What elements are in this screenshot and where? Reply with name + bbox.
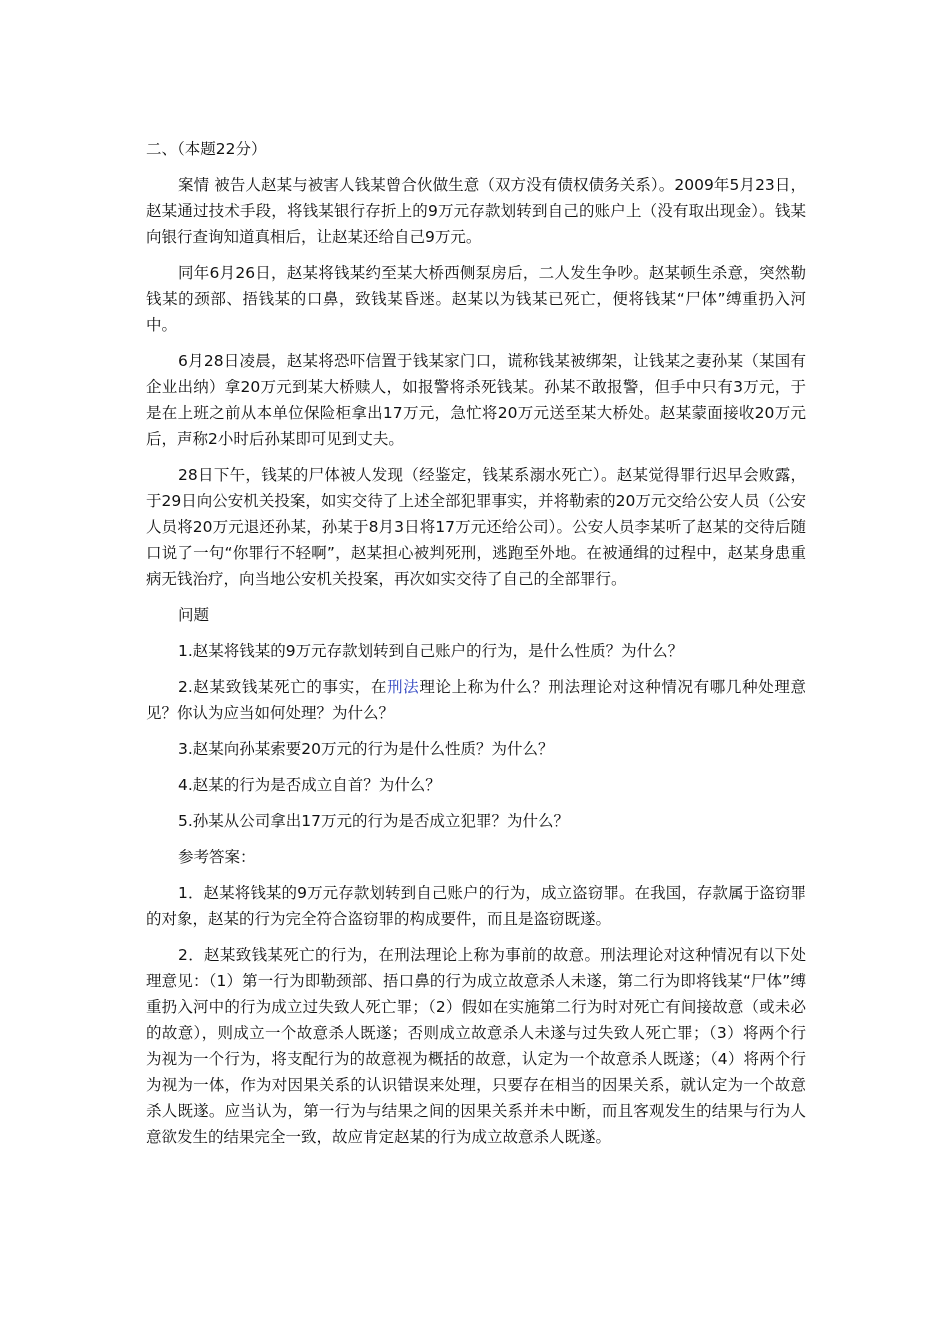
- case-paragraph-4: 28日下午，钱某的尸体被人发现（经鉴定，钱某系溺水死亡）。赵某觉得罪行迟早会败露，于29日向公安机关投案，如实交待了上述全部犯罪事实，并将勒索的20万元交给公安人员（公安人员将20万元退还孙某，孙某于8月3日将17万元还给公司）。公安人员李某听了赵某的交待后随口说了一句“你罪行不轻啊”，赵某担心被判死刑，逃跑至外地。在被通缉的过程中，赵某身患重病无钱治疗，向当地公安机关投案，再次如实交待了自己的全部罪行。: [146, 466, 806, 588]
- answer-2: 2．赵某致钱某死亡的行为，在刑法理论上称为事前的故意。刑法理论对这种情况有以下处理意见：（1）第一行为即勒颈部、捂口鼻的行为成立故意杀人未遂，第二行为即将钱某“尸体”缚重扔入河中的行为成立过失致人死亡罪；（2）假如在实施第二行为时对死亡有间接故意（或未必的故意），则成立一个故意杀人既遂；否则成立故意杀人未遂与过失致人死亡罪；（3）将两个行为视为一个行为，将支配行为的故意视为概括的故意，认定为一个故意杀人既遂；（4）将两个行为视为一体，作为对因果关系的认识错误来处理，只要存在相当的因果关系，就认定为一个故意杀人既遂。应当认为，第一行为与结果之间的因果关系并未中断，而且客观发生的结果与行为人意欲发生的结果完全一致，故应肯定赵某的行为成立故意杀人既遂。: [146, 946, 806, 1146]
- case-paragraph-1: 案情 被告人赵某与被害人钱某曾合伙做生意（双方没有债权债务关系）。2009年5月23日，赵某通过技术手段，将钱某银行存折上的9万元存款划转到自己的账户上（没有取出现金）。钱某向银行查询知道真相后，让赵某还给自己9万元。: [146, 176, 806, 246]
- case-paragraph-3: 6月28日凌晨，赵某将恐吓信置于钱某家门口，谎称钱某被绑架，让钱某之妻孙某（某国有企业出纳）拿20万元到某大桥赎人，如报警将杀死钱某。孙某不敢报警，但手中只有3万元，于是在上班之前从本单位保险柜拿出17万元，急忙将20万元送至某大桥处。赵某蒙面接收20万元后，声称2小时后孙某即可见到丈夫。: [146, 352, 806, 448]
- question-2: [146, 674, 806, 726]
- document-body: [146, 136, 806, 1160]
- question-5: 5.孙某从公司拿出17万元的行为是否成立犯罪？为什么？: [178, 812, 570, 830]
- question-2-text-end: 理论上称为什么？刑法理论对这种情况有哪几种处理意见？你认为应当如何处理？为什么？: [146, 678, 806, 722]
- criminal-law-link[interactable]: 刑法: [387, 678, 420, 696]
- question-1: 1.赵某将钱某的9万元存款划转到自己账户的行为，是什么性质？为什么？: [178, 642, 684, 660]
- case-paragraph-2: 同年6月26日，赵某将钱某约至某大桥西侧泵房后，二人发生争吵。赵某顿生杀意，突然勒钱某的颈部、捂钱某的口鼻，致钱某昏迷。赵某以为钱某已死亡，便将钱某“尸体”缚重扔入河中。: [146, 264, 806, 334]
- answers-title: 参考答案：: [178, 848, 256, 866]
- question-2-text-start: 2.赵某致钱某死亡的事实，在: [178, 678, 388, 696]
- answer-1: 1．赵某将钱某的9万元存款划转到自己账户的行为，成立盗窃罪。在我国，存款属于盗窃罪的对象，赵某的行为完全符合盗窃罪的构成要件，而且是盗窃既遂。: [146, 884, 806, 928]
- question-3: 3.赵某向孙某索要20万元的行为是什么性质？为什么？: [178, 740, 554, 758]
- question-4: 4.赵某的行为是否成立自首？为什么？: [178, 776, 441, 794]
- section-heading: 二、（本题22分）: [146, 140, 267, 158]
- questions-title: 问题: [178, 606, 210, 624]
